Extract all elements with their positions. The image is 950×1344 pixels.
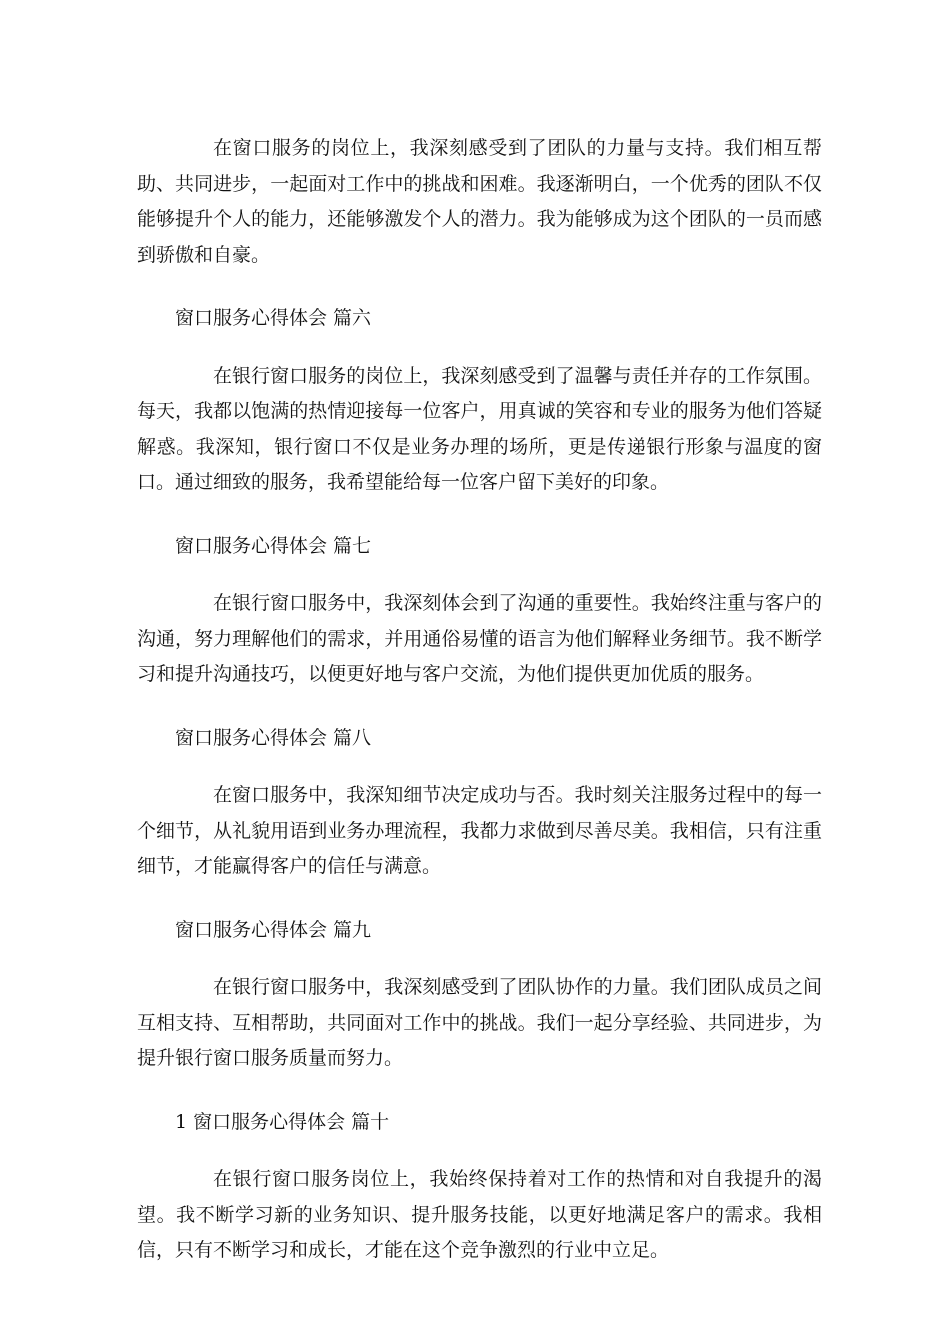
spacer: [137, 273, 822, 301]
paragraph-learning-growth: 在银行窗口服务岗位上，我始终保持着对工作的热情和对自我提升的渴望。我不断学习新的业务知识、提升服务技能，以更好地满足客户的需求。我相信，只有不断学习和成长，才能在这个竞争激烈的行业中立足。: [137, 1168, 822, 1261]
spacer: [137, 564, 822, 586]
spacer: [137, 693, 822, 721]
spacer: [137, 1077, 822, 1105]
spacer: [137, 1140, 822, 1162]
document-content: [137, 131, 822, 1269]
paragraph-warm-responsibility: 在银行窗口服务的岗位上，我深刻感受到了温馨与责任并存的工作氛围。每天，我都以饱满的热情迎接每一位客户，用真诚的笑容和专业的服务为他们答疑解惑。我深知，银行窗口不仅是业务办理的场所，更是传递银行形象与温度的窗口。通过细致的服务，我希望能给每一位客户留下美好的印象。: [137, 364, 822, 493]
spacer: [137, 948, 822, 970]
spacer: [137, 337, 822, 359]
spacer: [137, 756, 822, 778]
section-heading-10: 1 窗口服务心得体会 篇十: [175, 1110, 390, 1133]
paragraph-details: 在窗口服务中，我深知细节决定成功与否。我时刻关注服务过程中的每一个细节，从礼貌用语到业务办理流程，我都力求做到尽善尽美。我相信，只有注重细节，才能赢得客户的信任与满意。: [137, 784, 822, 877]
section-heading-7: 窗口服务心得体会 篇七: [175, 534, 372, 557]
section-heading-6: 窗口服务心得体会 篇六: [175, 307, 372, 329]
section-heading-9: 窗口服务心得体会 篇九: [175, 918, 372, 941]
paragraph-teamwork: 在银行窗口服务中，我深刻感受到了团队协作的力量。我们团队成员之间互相支持、互相帮助，共同面对工作中的挑战。我们一起分享经验、共同进步，为提升银行窗口服务质量而努力。: [137, 976, 822, 1069]
spacer: [137, 885, 822, 913]
section-heading-8: 窗口服务心得体会 篇八: [175, 726, 372, 749]
spacer: [137, 501, 822, 529]
paragraph-communication: 在银行窗口服务中，我深刻体会到了沟通的重要性。我始终注重与客户的沟通，努力理解他们的需求，并用通俗易懂的语言为他们解释业务细节。我不断学习和提升沟通技巧，以便更好地与客户交流，为他们提供更加优质的服务。: [137, 592, 822, 685]
paragraph-team-support: 在窗口服务的岗位上，我深刻感受到了团队的力量与支持。我们相互帮助、共同进步，一起面对工作中的挑战和困难。我逐渐明白，一个优秀的团队不仅能够提升个人的能力，还能够激发个人的潜力。我为能够成为这个团队的一员而感到骄傲和自豪。: [137, 137, 822, 266]
